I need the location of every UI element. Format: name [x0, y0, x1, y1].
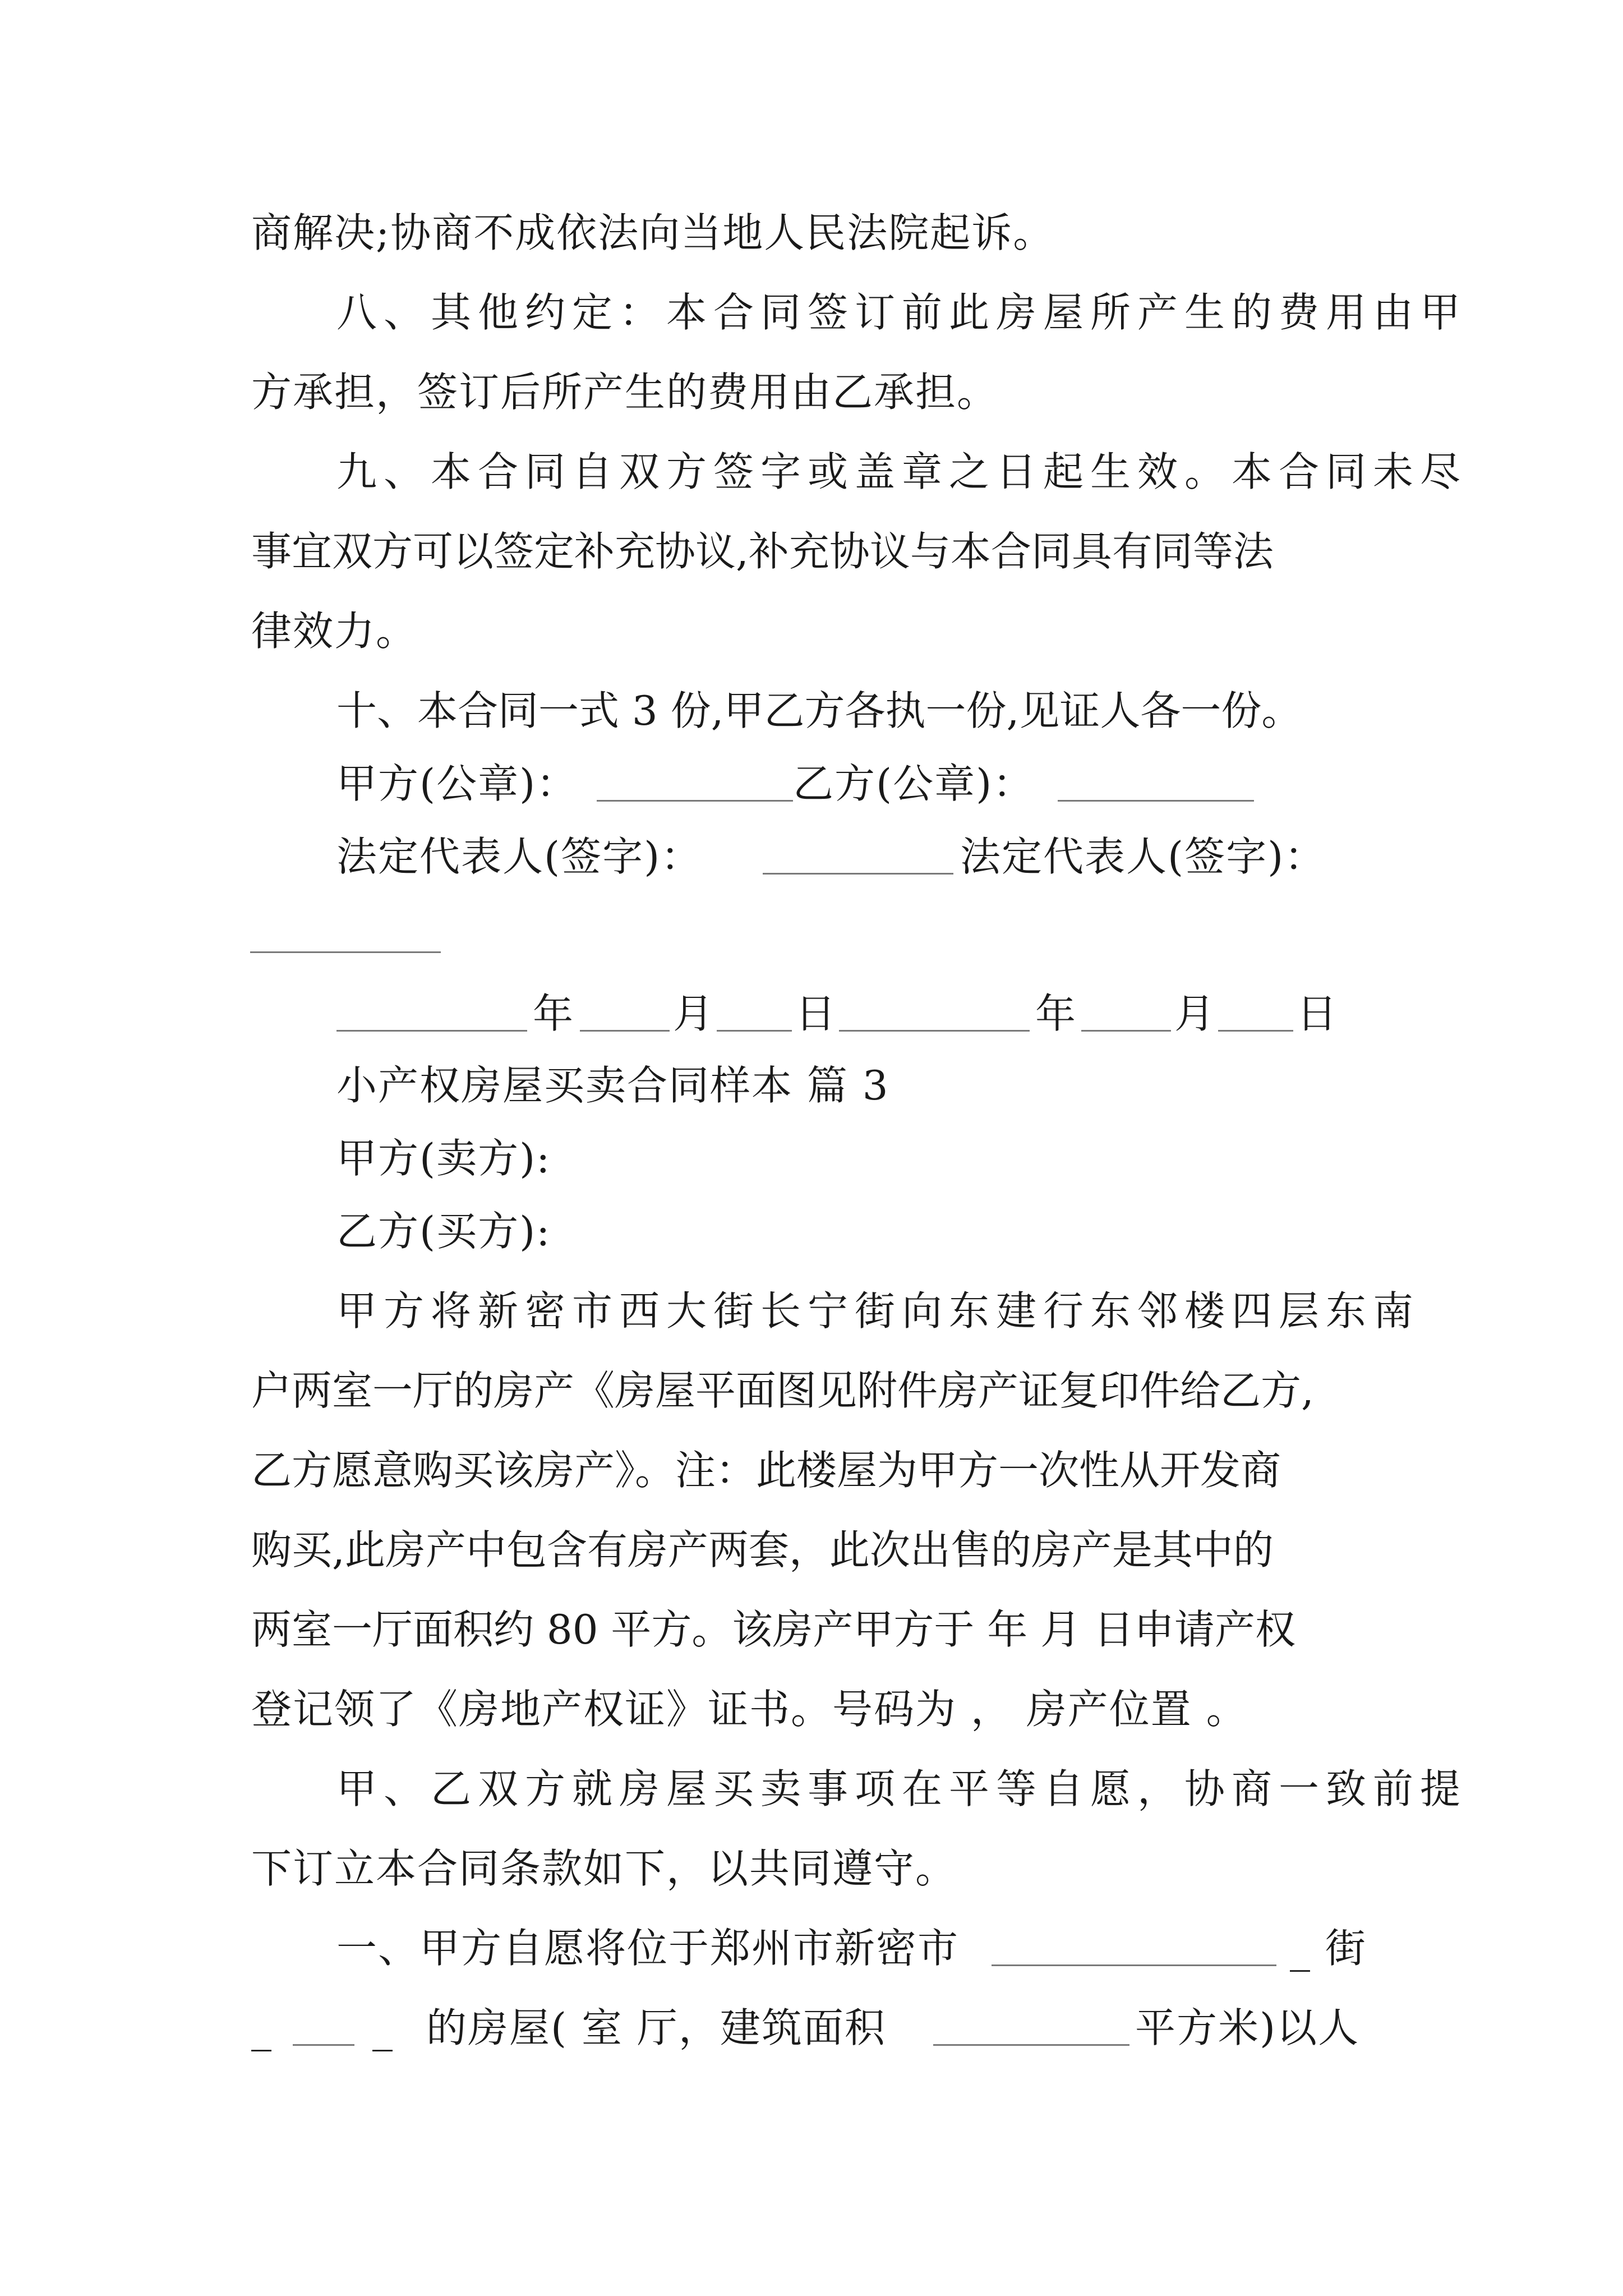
street-label: _ 街 [1290, 1925, 1367, 1972]
text-line [0, 270, 1623, 355]
party-b-signature-blank [250, 951, 441, 953]
text-line [0, 1116, 1623, 1200]
text-line [0, 1826, 1623, 1911]
party-a-representative-label: 法定代表人(签字)： [336, 833, 703, 880]
text-line [0, 1588, 1623, 1672]
party-b-year-blank [839, 1030, 1030, 1032]
text-line [0, 1508, 1623, 1592]
party-a-year-label: 年 [533, 990, 575, 1037]
party-b-year-label: 年 [1035, 990, 1077, 1037]
party-a-signature-blank [763, 873, 953, 875]
text-line [0, 509, 1623, 593]
text-line [0, 589, 1623, 673]
text-line [0, 191, 1623, 275]
section-heading: 小产权房屋买卖合同样本 篇 3 [336, 1062, 889, 1109]
text-line [0, 1667, 1623, 1751]
signature-line [0, 815, 1623, 899]
party-b-month-blank [1081, 1030, 1171, 1032]
property-description-line-6: 登记领了《房地产权证》证书。号码为 ， 房产位置 。 [251, 1686, 1248, 1733]
clause-8-line-2: 方承担，签订后所产生的费用由乙承担。 [251, 369, 999, 416]
property-description-line-5: 两室一厅面积约 80 平方。该房产甲方于 年 月 日申请产权 [251, 1606, 1296, 1653]
party-b-seal-label: 乙方(公章)： [793, 760, 1035, 807]
text-line [0, 350, 1623, 434]
blank-marker: _ [251, 2004, 273, 2051]
clause-9-line-1: 九、本合同自双方签字或盖章之日起生效。本合同未尽 [336, 448, 1468, 495]
clause-10: 十、本合同一式 3 份,甲乙方各执一份,见证人各一份。 [336, 687, 1302, 734]
text-line [0, 430, 1623, 514]
party-b-month-label: 月 [1174, 990, 1216, 1037]
seal-line [0, 742, 1623, 826]
party-a-seal-blank [597, 800, 793, 802]
signature-continuation-line [0, 893, 1623, 977]
blank-marker: _ [372, 2004, 394, 2051]
text-line [0, 1189, 1623, 1273]
property-description-line-2: 户两室一厅的房产《房屋平面图见附件房产证复印件给乙方, [251, 1367, 1314, 1414]
party-b-seal-blank [1058, 800, 1254, 802]
street-blank [992, 1964, 1276, 1966]
buyer-label: 乙方(买方): [336, 1208, 551, 1255]
party-b-day-label: 日 [1297, 990, 1339, 1037]
clause-1-line-1: 一、甲方自愿将位于郑州市新密市 [336, 1925, 960, 1972]
clause-1-line-2: 的房屋( 室 厅，建筑面积 [426, 2004, 886, 2051]
clause-9-line-2: 事宜双方可以签定补充协议,补充协议与本合同具有同等法 [251, 528, 1274, 575]
party-a-day-blank [717, 1030, 792, 1032]
agreement-line-1: 甲、乙双方就房屋买卖事项在平等自愿，协商一致前提 [336, 1765, 1468, 1812]
paragraph-continuation: 商解决;协商不成依法向当地人民法院起诉。 [251, 209, 1055, 256]
clause-8-line-1: 八、其他约定：本合同签订前此房屋所产生的费用由甲 [336, 289, 1468, 336]
party-a-month-label: 月 [673, 990, 715, 1037]
property-description-line-4: 购买,此房产中包含有房产两套，此次出售的房产是其中的 [251, 1526, 1274, 1573]
agreement-line-2: 下订立本合同条款如下，以共同遵守。 [251, 1845, 957, 1892]
party-b-day-blank [1218, 1030, 1293, 1032]
text-line [0, 1269, 1623, 1353]
address-number-blank [293, 2044, 354, 2046]
party-a-year-blank [336, 1030, 527, 1032]
property-description-line-1: 甲方将新密市西大街长宁街向东建行东邻楼四层东南 [336, 1287, 1421, 1335]
clause-1-line-2-end: 平方米)以人 [1135, 2004, 1360, 2051]
text-line [0, 1043, 1623, 1128]
seller-label: 甲方(卖方): [336, 1135, 551, 1182]
clause-9-line-3: 律效力。 [251, 608, 418, 655]
text-line [0, 1428, 1623, 1512]
text-line [0, 1986, 1623, 2070]
text-line [0, 669, 1623, 753]
party-a-seal-label: 甲方(公章)： [336, 760, 578, 807]
text-line [0, 1747, 1623, 1831]
area-blank [933, 2044, 1129, 2046]
party-a-day-label: 日 [795, 990, 837, 1037]
property-description-line-3: 乙方愿意购买该房产》。注：此楼屋为甲方一次性从开发商 [251, 1447, 1281, 1494]
text-line [0, 1906, 1623, 1990]
text-line [0, 1349, 1623, 1433]
party-a-month-blank [580, 1030, 670, 1032]
party-b-representative-label: 法定代表人(签字)： [960, 833, 1326, 880]
